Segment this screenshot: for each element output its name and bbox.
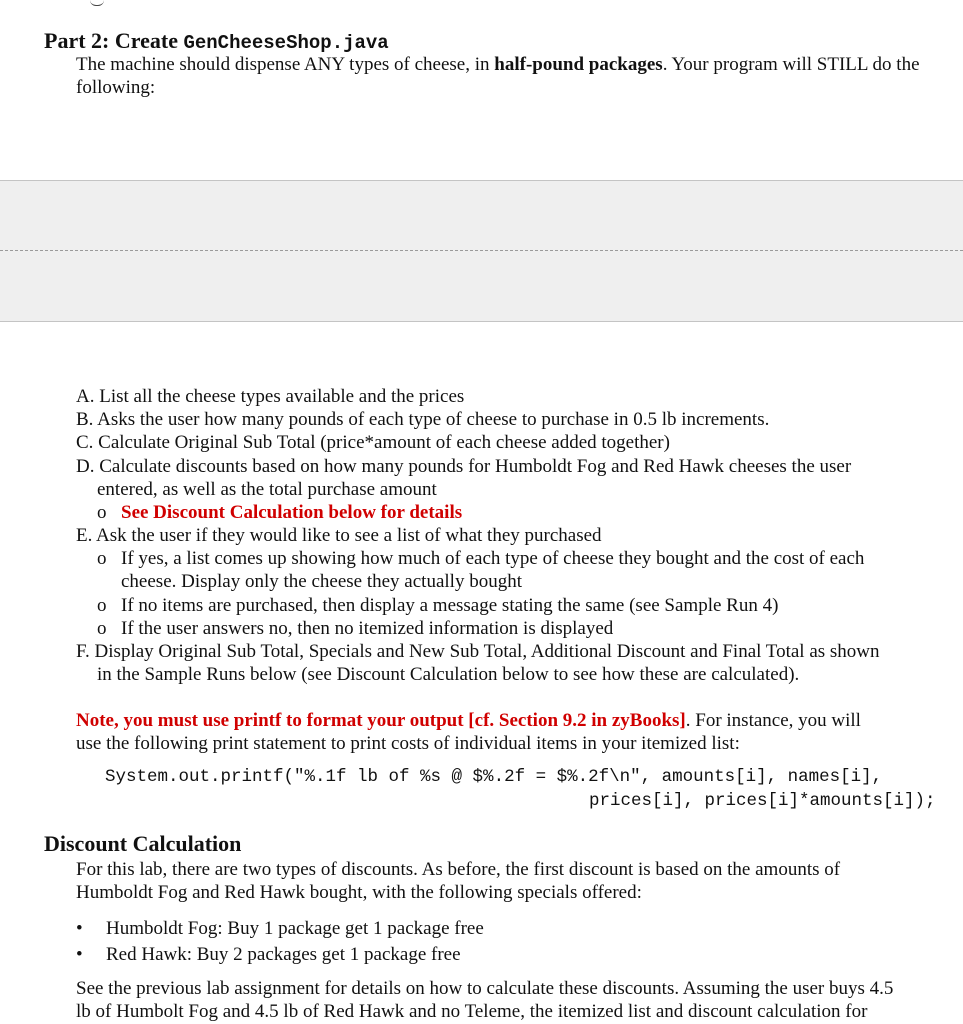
code-line-2: prices[i], prices[i]*amounts[i]); [589,791,936,811]
special-humboldt-text: Humboldt Fog: Buy 1 package get 1 package free [106,918,484,939]
printf-note-red: Note, you must use printf to format your output [cf. Section 9.2 in zyBooks] [76,710,686,731]
code-line-1: System.out.printf("%.1f lb of %s @ $%.2f = $%.2f\n", amounts[i], names[i], [105,767,883,787]
step-e-sub2-text: If no items are purchased, then display a message stating the same (see Sample Run 4) [121,595,779,616]
step-c: C. Calculate Original Sub Total (price*amount of each cheese added together) [76,432,670,453]
part2-intro [76,53,946,99]
step-b: B. Asks the user how many pounds of each type of cheese to purchase in 0.5 lb increments. [76,409,770,430]
printf-note [76,709,861,732]
step-f-line2: in the Sample Runs below (see Discount Calculation below to see how these are calculated). [97,664,800,685]
intro-text-2: . Your program will STILL do the following: [76,54,920,98]
discount-para2-line1: See the previous lab assignment for details on how to calculate these discounts. Assuming the user buys 4.5 [76,978,894,999]
discount-heading: Discount Calculation [44,831,242,856]
discount-para1-line1: For this lab, there are two types of discounts. As before, the first discount is based on the amounts of [76,859,841,880]
step-e-sub3 [97,617,613,640]
bullet-icon: • [76,918,83,939]
page-edge-mark [90,0,104,6]
intro-bold: half-pound packages [494,54,663,75]
discount-para1-line2: Humboldt Fog and Red Hawk bought, with the following specials offered: [76,882,642,903]
part2-heading-text: Part 2: Create [44,28,178,53]
step-d-line1: D. Calculate discounts based on how many pounds for Humboldt Fog and Red Hawk cheeses the user [76,456,852,477]
special-redhawk-text: Red Hawk: Buy 2 packages get 1 package free [106,944,461,965]
part2-heading-code: GenCheeseShop.java [183,32,389,54]
blank-image-region [0,180,963,322]
printf-note-line2: use the following print statement to print costs of individual items in your itemized list: [76,733,740,754]
special-redhawk [76,943,461,966]
discount-para2-line2: lb of Humbolt Fog and 4.5 lb of Red Hawk and no Teleme, the itemized list and discount calculation for [76,1001,868,1022]
step-e-sub1-text: If yes, a list comes up showing how much of each type of cheese they bought and the cost of each [121,548,865,569]
bullet-icon: o [97,618,107,639]
special-humboldt [76,917,484,940]
bullet-icon: o [97,502,107,523]
step-e-sub2 [97,594,778,617]
bullet-icon: o [97,595,107,616]
step-e-sub1 [97,547,864,570]
step-a: A. List all the cheese types available and the prices [76,386,465,407]
step-f-line1: F. Display Original Sub Total, Specials and New Sub Total, Additional Discount and Final Total as shown [76,641,880,662]
discount-link-text: See Discount Calculation below for details [121,502,463,523]
bullet-icon: • [76,944,83,965]
printf-note-rest: . For instance, you will [685,710,861,731]
dashed-divider [0,250,963,251]
step-e-sub3-text: If the user answers no, then no itemized information is displayed [121,618,614,639]
bullet-icon: o [97,548,107,569]
step-e: E. Ask the user if they would like to see a list of what they purchased [76,525,602,546]
step-d-sub [97,501,462,524]
part2-heading [44,28,389,54]
intro-text-1: The machine should dispense ANY types of cheese, in [76,54,490,75]
step-d-line2: entered, as well as the total purchase amount [97,479,437,500]
step-e-sub1-line2: cheese. Display only the cheese they actually bought [121,571,522,592]
